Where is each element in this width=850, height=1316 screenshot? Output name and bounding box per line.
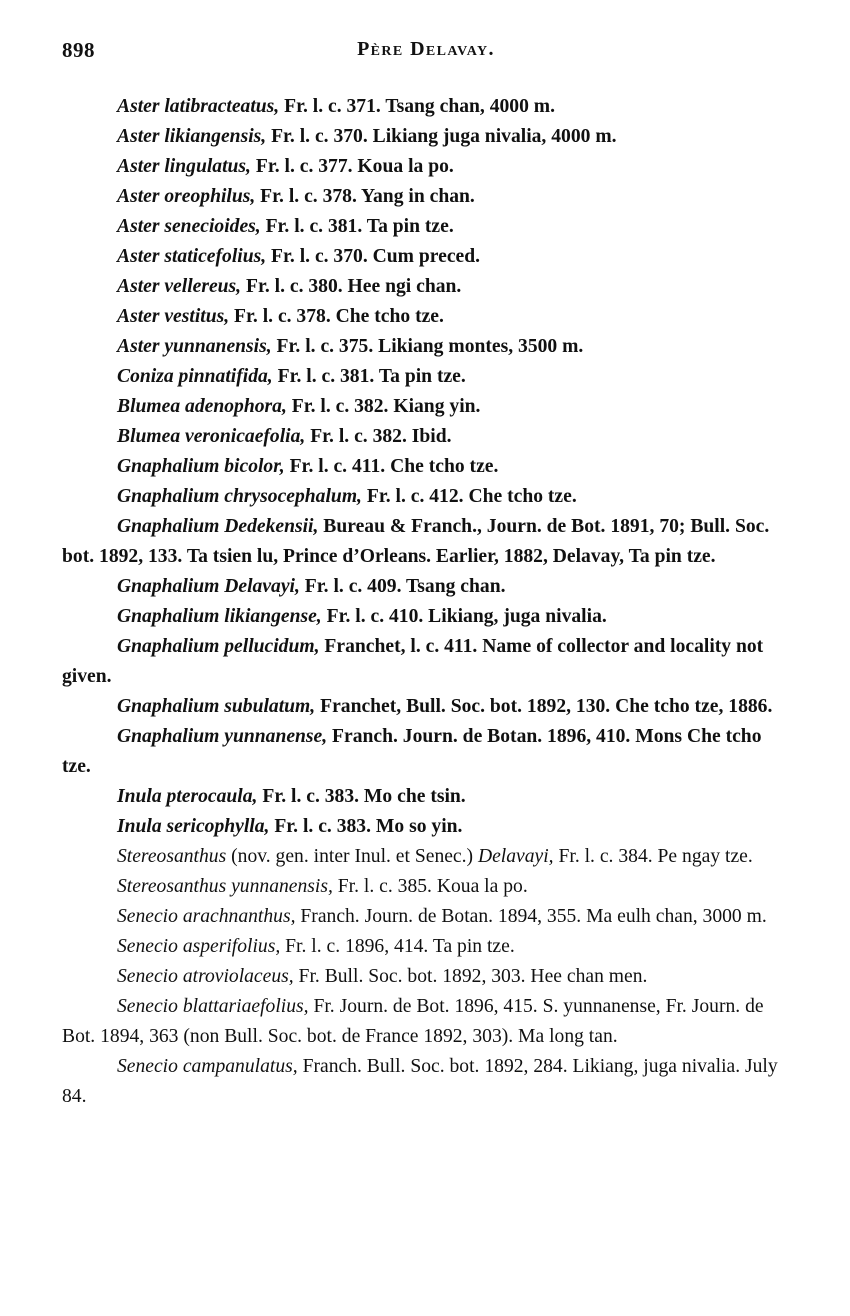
- species-name: Aster latibracteatus,: [117, 96, 280, 117]
- species-citation: Fr. l. c. 382. Kiang yin.: [286, 396, 481, 417]
- list-item: [62, 242, 786, 272]
- species-citation: Franchet, l. c. 411. Name of collector and locality not given.: [62, 636, 764, 687]
- list-item: [62, 512, 786, 572]
- species-citation: Fr. l. c. 378. Yang in chan.: [255, 186, 475, 207]
- species-name: Gnaphalium likiangense,: [117, 606, 322, 627]
- list-item: [62, 182, 786, 212]
- species-citation: Fr. l. c. 370. Cum preced.: [266, 246, 481, 267]
- species-name: Gnaphalium bicolor,: [117, 456, 285, 477]
- species-name: Inula pterocaula,: [117, 786, 258, 807]
- species-citation: Bureau & Franch., Journ. de Bot. 1891, 70; Bull. Soc. bot. 1892, 133. Ta tsien lu, Prince d’Orleans. Earlier, 1882, Delavay, Ta pin tze.: [62, 516, 770, 567]
- species-citation: Fr. l. c. 384. Pe ngay tze.: [553, 846, 753, 867]
- species-citation: Franch. Journ. de Botan. 1896, 410. Mons Che tcho tze.: [62, 726, 762, 777]
- species-name: Stereosanthus yunnanensis,: [117, 876, 333, 897]
- list-item: [62, 872, 786, 902]
- species-name: Senecio asperifolius,: [117, 936, 281, 957]
- species-name: Coniza pinnatifida,: [117, 366, 273, 387]
- species-name: Blumea veronicaefolia,: [117, 426, 306, 447]
- species-citation: Fr. l. c. 381. Ta pin tze.: [272, 366, 466, 387]
- list-item: [62, 722, 786, 782]
- species-name: Gnaphalium subulatum,: [117, 696, 316, 717]
- list-item: [62, 422, 786, 452]
- page-number: 898: [62, 38, 95, 62]
- species-name: Senecio arachnanthus,: [117, 906, 296, 927]
- species-citation: Fr. l. c. 383. Mo so yin.: [269, 816, 463, 837]
- species-name: Senecio atroviolaceus,: [117, 966, 294, 987]
- list-item: [62, 392, 786, 422]
- species-name: Gnaphalium pellucidum,: [117, 636, 320, 657]
- page-header: [62, 38, 790, 68]
- species-citation: Fr. l. c. 375. Likiang montes, 3500 m.: [271, 336, 584, 357]
- species-citation: Franch. Journ. de Botan. 1894, 355. Ma eulh chan, 3000 m.: [295, 906, 767, 927]
- species-name: Gnaphalium Dedekensii,: [117, 516, 319, 537]
- species-citation: Franchet, Bull. Soc. bot. 1892, 130. Che tcho tze, 1886.: [315, 696, 773, 717]
- list-item: [62, 452, 786, 482]
- genus-name: Stereosanthus: [117, 846, 227, 867]
- list-item: [62, 482, 786, 512]
- species-citation: Fr. Journ. de Bot. 1896, 415. S. yunnanense, Fr. Journ. de Bot. 1894, 363 (non Bull. Soc. bot. de France 1892, 303). Ma long tan.: [62, 996, 764, 1047]
- species-citation: Fr. Bull. Soc. bot. 1892, 303. Hee chan men.: [293, 966, 648, 987]
- species-name: Delavayi,: [477, 846, 554, 867]
- list-item: [62, 272, 786, 302]
- species-citation: Fr. l. c. 1896, 414. Ta pin tze.: [280, 936, 515, 957]
- list-item: [62, 122, 786, 152]
- list-item: [62, 1052, 786, 1112]
- list-item: [62, 332, 786, 362]
- list-item: [62, 152, 786, 182]
- list-item: [62, 572, 786, 602]
- species-citation: Fr. l. c. 382. Ibid.: [305, 426, 452, 447]
- species-name: Aster vestitus,: [117, 306, 230, 327]
- list-item: [62, 362, 786, 392]
- species-name: Gnaphalium yunnanense,: [117, 726, 328, 747]
- species-citation: Fr. l. c. 385. Koua la po.: [332, 876, 528, 897]
- list-item: [62, 992, 786, 1052]
- species-citation: Fr. l. c. 381. Ta pin tze.: [260, 216, 454, 237]
- species-name: Aster yunnanensis,: [117, 336, 272, 357]
- species-name: Senecio blattariaefolius,: [117, 996, 309, 1017]
- list-item: [62, 212, 786, 242]
- genus-note: (nov. gen. inter Inul. et Senec.): [226, 846, 478, 867]
- species-name: Blumea adenophora,: [117, 396, 287, 417]
- species-name: Aster oreophilus,: [117, 186, 256, 207]
- species-name: Aster lingulatus,: [117, 156, 251, 177]
- species-citation: Fr. l. c. 377. Koua la po.: [250, 156, 454, 177]
- list-item: [62, 692, 786, 722]
- list-item: [62, 842, 786, 872]
- species-citation: Fr. l. c. 378. Che tcho tze.: [229, 306, 444, 327]
- list-item: [62, 782, 786, 812]
- species-citation: Fr. l. c. 409. Tsang chan.: [299, 576, 506, 597]
- species-citation: Fr. l. c. 411. Che tcho tze.: [284, 456, 499, 477]
- species-name: Aster likiangensis,: [117, 126, 267, 147]
- species-citation: Franch. Bull. Soc. bot. 1892, 284. Likiang, juga nivalia. July 84.: [62, 1056, 778, 1107]
- species-name: Inula sericophylla,: [117, 816, 270, 837]
- species-name: Senecio campanulatus,: [117, 1056, 298, 1077]
- species-citation: Fr. l. c. 412. Che tcho tze.: [361, 486, 577, 507]
- list-item: [62, 602, 786, 632]
- species-name: Aster vellereus,: [117, 276, 242, 297]
- list-item: [62, 962, 786, 992]
- species-name: Gnaphalium Delavayi,: [117, 576, 300, 597]
- list-item: [62, 932, 786, 962]
- species-name: Aster senecioides,: [117, 216, 261, 237]
- species-citation: Fr. l. c. 410. Likiang, juga nivalia.: [321, 606, 607, 627]
- species-citation: Fr. l. c. 380. Hee ngi chan.: [241, 276, 462, 297]
- species-citation: Fr. l. c. 371. Tsang chan, 4000 m.: [279, 96, 556, 117]
- running-head: Père Delavay.: [357, 38, 495, 60]
- list-item: [62, 92, 786, 122]
- species-citation: Fr. l. c. 370. Likiang juga nivalia, 4000 m.: [266, 126, 617, 147]
- list-item: [62, 302, 786, 332]
- species-name: Gnaphalium chrysocephalum,: [117, 486, 362, 507]
- list-item: [62, 632, 786, 692]
- list-item: [62, 902, 786, 932]
- species-name: Aster staticefolius,: [117, 246, 267, 267]
- list-item: [62, 812, 786, 842]
- species-list: [62, 92, 786, 1112]
- species-citation: Fr. l. c. 383. Mo che tsin.: [257, 786, 466, 807]
